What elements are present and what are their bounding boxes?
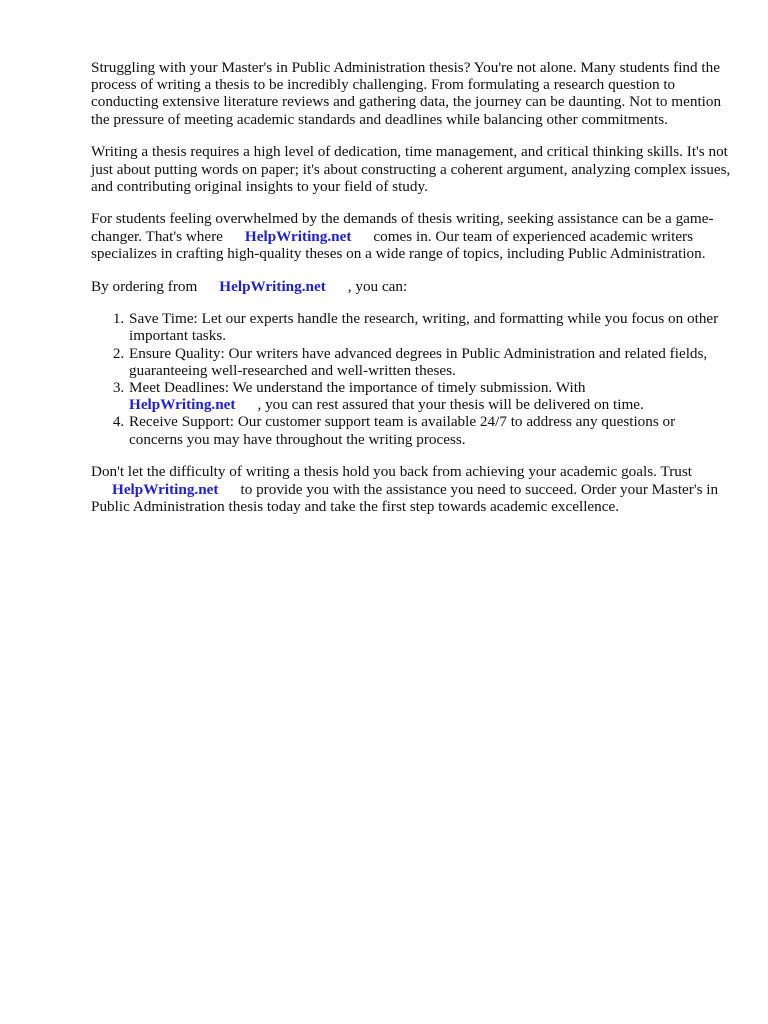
list-item-text: Ensure Quality: Our writers have advanced degrees in Public Administration and related fields, guaranteeing well-researched and well-written theses. <box>129 344 708 379</box>
helpwriting-link[interactable]: HelpWriting.net <box>219 277 326 295</box>
list-item-text: Receive Support: Our customer support team is available 24/7 to address any questions or concerns you may have throughout the writing process. <box>129 413 676 448</box>
list-item-text: Save Time: Let our experts handle the research, writing, and formatting while you focus on other important tasks. <box>129 310 719 345</box>
intro-text: Struggling with your Master's in Public Administration thesis? You're not alone. Many students find the process of writing a thesis to be incredibly challenging. From formulating a research question to conducting extensive literature reviews and gathering data, the journey can be daunting. Not to mention the pressure of meeting academic standards and deadlines while balancing other commitments. <box>91 59 722 128</box>
assistance-text-after: comes in. Our team of experienced academic writers specializes in crafting high-quality theses on a wide range of topics, including Public Administration. <box>91 227 706 262</box>
list-item-save-time <box>128 310 731 344</box>
ordering-text-after: , you can: <box>347 277 408 295</box>
ordering-text-before: By ordering from <box>91 277 198 295</box>
list-item-text-after: , you can rest assured that your thesis will be delivered on time. <box>257 396 644 414</box>
assistance-paragraph <box>91 210 731 262</box>
requirements-text: Writing a thesis requires a high level of dedication, time management, and critical thinking skills. It's not just about putting words on paper; it's about constructing a coherent argument, analyzing complex issues, and contributing original insights to your field of study. <box>91 143 731 195</box>
closing-paragraph <box>91 463 731 515</box>
list-item-text-before: Meet Deadlines: We understand the importance of timely submission. With <box>129 379 586 397</box>
helpwriting-link[interactable]: HelpWriting.net <box>112 480 219 498</box>
assistance-text-before: For students feeling overwhelmed by the demands of thesis writing, seeking assistance can be a game-changer. That's where <box>91 210 714 245</box>
list-item-meet-deadlines <box>128 379 731 413</box>
closing-text-after: to provide you with the assistance you need to succeed. Order your Master's in Public Administration thesis today and take the first step towards academic excellence. <box>91 480 719 515</box>
intro-paragraph <box>91 59 731 128</box>
helpwriting-link[interactable]: HelpWriting.net <box>129 396 236 414</box>
closing-text-before: Don't let the difficulty of writing a thesis hold you back from achieving your academic goals. Trust <box>91 463 692 481</box>
helpwriting-link[interactable]: HelpWriting.net <box>244 227 352 245</box>
thesis-requirements-paragraph <box>91 143 731 195</box>
benefits-list <box>91 310 731 448</box>
list-item-ensure-quality <box>128 345 731 379</box>
ordering-paragraph <box>91 278 731 295</box>
list-item-receive-support <box>128 413 731 447</box>
document-page <box>91 59 731 530</box>
